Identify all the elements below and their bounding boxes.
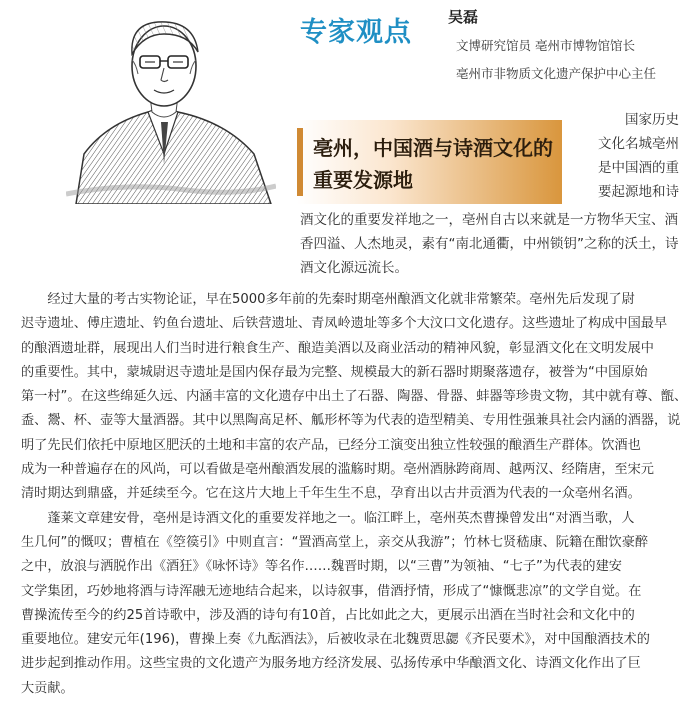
article-title-line-1: 亳州，中国酒与诗酒文化的 — [313, 136, 553, 160]
section-label: 专家观点 — [300, 17, 412, 48]
author-name: 吴磊 — [448, 8, 479, 26]
intro-line: 香四溢、人杰地灵，素有“南北通衢，中州锁钥”之称的沃土，诗 — [300, 236, 679, 252]
author-title-2: 亳州市非物质文化遗产保护中心主任 — [456, 66, 657, 81]
body-line: 第一村”。在这些绵延久远、内涵丰富的文化遗存中出土了石器、陶器、骨器、蚌器等珍贵文物，其中就有尊、甑、 — [21, 389, 688, 405]
body-line: 大贡献。 — [21, 680, 74, 696]
article-title-box — [297, 120, 562, 204]
body-line: 清时期达到鼎盛，并延续至今。它在这片大地上千年生生不息，孕育出以古井贡酒为代表的一众亳州名酒。 — [21, 486, 641, 502]
body-line: 的酿酒遗址群，展现出人们当时进行粮食生产、酿造美酒以及商业活动的精神风貌，彰显酒文化在文明发展中 — [21, 340, 654, 356]
intro-line: 酒文化的重要发祥地之一，亳州自古以来就是一方物华天宝、酒 — [300, 212, 678, 228]
body-line: 曹操流传至今的约25首诗歌中，涉及酒的诗句有10首，占比如此之大，更展示出酒在当时社会和文化中的 — [21, 607, 635, 623]
body-line: 经过大量的考古实物论证，早在5000多年前的先秦时期亳州酿酒文化就非常繁荣。亳州先后发现了尉 — [21, 292, 635, 307]
body-line: 重要地位。建安元年(196)，曹操上奏《九酝酒法》，后被收录在北魏贾思勰《齐民要术》，对中国酿酒技术的 — [21, 632, 650, 648]
body-line: 盉、鬶、杯、壶等大量酒器。其中以黑陶高足杯、觚形杯等为代表的造型精美、专用性强兼具社会内涵的酒器，说 — [21, 413, 681, 429]
intro-side-line: 是中国酒的重 — [598, 160, 679, 176]
body-line: 进步起到推动作用。这些宝贵的文化遗产为服务地方经济发展、弘扬传承中华酿酒文化、诗酒文化作出了巨 — [21, 656, 641, 672]
body-line: 之中，放浪与洒脱作出《酒狂》《咏怀诗》等名作……魏晋时期，以“三曹”为领袖、“七子”为代表的建安 — [21, 559, 622, 575]
intro-line: 酒文化源远流长。 — [300, 260, 408, 276]
intro-paragraph — [300, 208, 682, 280]
intro-side-line: 文化名城亳州 — [598, 136, 679, 152]
body-line: 成为一种普遍存在的风尚，可以看做是亳州酿酒发展的滥觞时期。亳州酒脉跨商周、越两汉、经隋唐，至宋元 — [21, 462, 654, 478]
body-line: 的重要性。其中，蒙城尉迟寺遗址是国内保存最为完整、规模最大的新石器时期聚落遗存，被誉为“中国原始 — [21, 364, 648, 380]
author-title-1: 文博研究馆员 亳州市博物馆馆长 — [456, 38, 635, 53]
intro-side-column — [569, 108, 679, 204]
body-line: 迟寺遗址、傅庄遗址、钓鱼台遗址、后铁营遗址、青凤岭遗址等多个大汶口文化遗存。这些遗址了构成中国最早 — [21, 316, 668, 332]
title-accent-bar — [297, 128, 303, 196]
author-portrait-icon — [66, 4, 276, 204]
body-line: 明了先民们依托中原地区肥沃的土地和丰富的农产品，已经分工演变出独立性较强的酿酒生产群体。饮酒也 — [21, 437, 641, 453]
intro-side-line: 要起源地和诗 — [598, 184, 679, 200]
article-title-line-2: 重要发源地 — [313, 168, 413, 192]
body-line: 蓬莱文章建安骨，亳州是诗酒文化的重要发祥地之一。临江畔上，亳州英杰曹操曾发出“对酒当歌，人 — [21, 510, 635, 526]
body-line: 生几何”的慨叹；曹植在《箜篌引》中则直言：“置酒高堂上，亲交从我游”；竹林七贤嵇康、阮籍在酣饮豪醉 — [21, 534, 649, 550]
article-body — [21, 288, 688, 701]
body-line: 文学集团，巧妙地将酒与诗浑融无迹地结合起来，以诗叙事，借酒抒情，形成了“慷慨悲凉”的文学自觉。在 — [21, 583, 642, 599]
intro-side-line: 国家历史 — [625, 112, 679, 128]
